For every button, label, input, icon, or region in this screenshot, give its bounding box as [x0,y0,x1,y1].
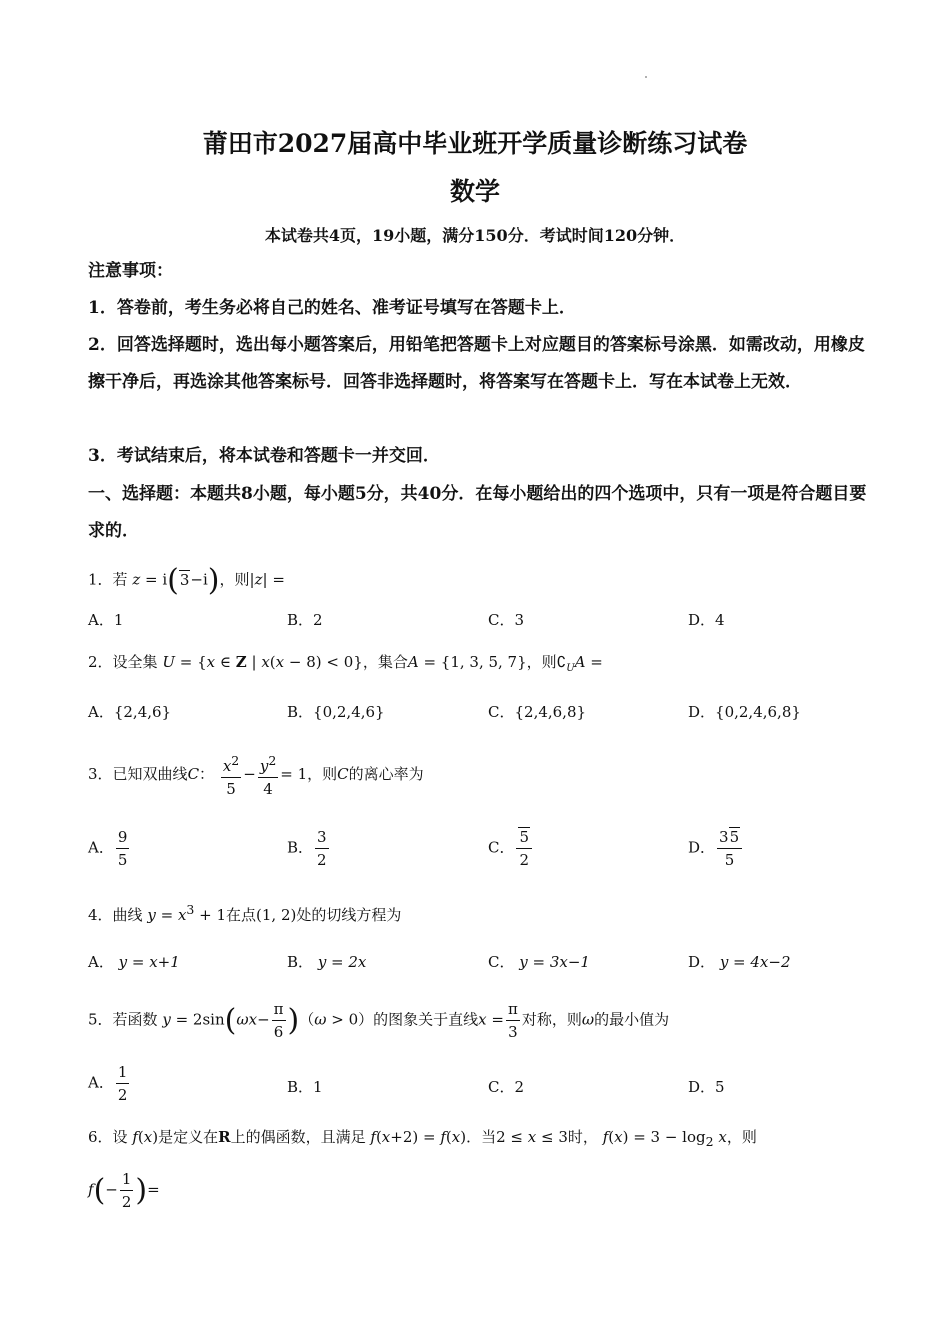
q1-option-d[interactable]: D．4 [688,611,725,629]
q5-option-a[interactable]: A． $\frac{1}{2}$ [88,1063,128,1104]
question-5: 5．若函数 y = 2sin(ωx− $\frac{\pi}{6}$ )（ω > 0）的图象关于直线x = $\frac{\pi}{3}$ 对称，则ω的最小值为 [88,1000,670,1041]
q3-option-d[interactable]: D． $\frac{35}{5}$ [688,828,744,869]
q4-option-a[interactable]: A． y = x+1 [88,953,180,971]
q2-option-c[interactable]: C．{2,4,6,8} [488,703,587,721]
section-1-heading: 一、选择题：本题共8小题，每小题5分，共40分．在每小题给出的四个选项中，只有一项是符合题目要求的． [88,484,867,541]
question-6: 6．设 f(x)是定义在R上的偶函数，且满足 f(x+2) = f(x)．当2 ≤ x ≤ 3时， $f(x) = 3 - \log_2 x$，则 [88,1128,757,1149]
q1-option-a[interactable]: A．1 [88,611,124,629]
q5-option-b[interactable]: B．1 [287,1078,323,1096]
note-2: 2．回答选择题时，选出每小题答案后，用铅笔把答题卡上对应题目的答案标号涂黑．如需改动，用橡皮擦干净后，再选涂其他答案标号．回答非选择题时，将答案写在答题卡上．写在本试卷上无效． [88,335,865,392]
q1-option-c[interactable]: C．3 [488,611,525,629]
exam-info: 本试卷共4页，19小题，满分150分．考试时间120分钟． [264,226,686,245]
q5-option-c[interactable]: C．2 [488,1078,525,1096]
q3-option-b[interactable]: B． $\frac{3}{2}$ [287,828,327,869]
subject-title: 数学 [449,177,500,206]
q4-option-b[interactable]: B． y = 2x [287,953,367,971]
question-1: 1．若 z = i(3−i)，则|z| = [88,563,285,598]
question-4: 4．曲线 $y = x^3 + 1$在点(1, 2)处的切线方程为 [88,902,402,924]
question-2: 2．设全集 U = {x ∈ Z | x(x − 8) < 0}，集合A = {1, 3, 5, 7}，则$∁_UA$ = [88,653,603,674]
note-3: 3．考试结束后，将本试卷和答题卡一并交回． [88,446,440,466]
q5-option-d[interactable]: D．5 [688,1078,725,1096]
q2-option-b[interactable]: B．{0,2,4,6} [287,703,385,721]
note-1: 1．答卷前，考生务必将自己的姓名、准考证号填写在答题卡上． [88,298,576,318]
exam-title: 莆田市2027届高中毕业班开学质量诊断练习试卷 [202,129,748,158]
q3-option-a[interactable]: A． $\frac{9}{5}$ [88,828,128,869]
scan-dot [645,76,647,78]
q1-option-b[interactable]: B．2 [287,611,323,629]
q2-option-d[interactable]: D．{0,2,4,6,8} [688,703,801,721]
q4-option-d[interactable]: D． y = 4x−2 [688,953,791,971]
q3-option-c[interactable]: C． $\frac{5}{2}$ [488,828,534,869]
notes-heading: 注意事项： [88,261,173,281]
q4-option-c[interactable]: C． y = 3x−1 [488,953,590,971]
q2-option-a[interactable]: A．{2,4,6} [88,703,172,721]
question-3: 3．已知双曲线C： $\frac{x^2}{5}$ − $\frac{y^2}{4}$ = 1，则C的离心率为 [88,753,424,798]
question-6-expression: f(− $\frac{1}{2}$ )= [88,1170,160,1211]
